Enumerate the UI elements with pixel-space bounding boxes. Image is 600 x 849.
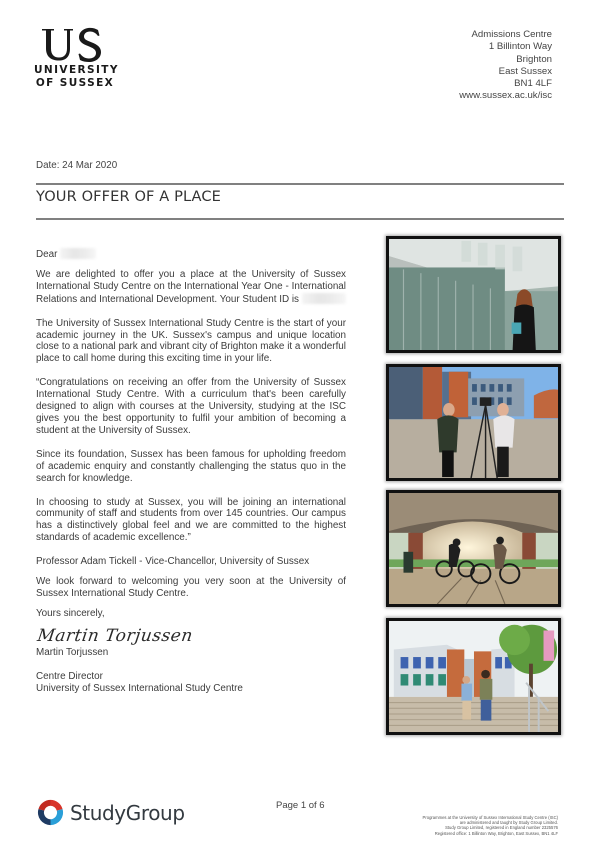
letter-body	[36, 248, 346, 694]
address-line: BN1 4LF	[514, 78, 552, 90]
divider-bottom	[36, 218, 564, 220]
paragraph-quote-3: In choosing to study at Sussex, you will be joining an international community of staff and students from over 145 countries. Our campus has a distinctively global feel and we are committed to the highest standards of academic excellence.”	[36, 496, 346, 544]
sender-address	[459, 29, 552, 103]
photo-students-steps-icon	[389, 621, 558, 732]
closing: Yours sincerely,	[36, 607, 105, 619]
signer-role: Centre Director	[36, 670, 103, 682]
photo-cyclists-archway	[386, 490, 561, 607]
photo-students-camera-tripod-icon	[389, 367, 558, 478]
university-of-sussex-logo	[34, 26, 119, 90]
photo-student-glass-building	[386, 236, 561, 353]
signer-organisation: University of Sussex International Study Centre	[36, 682, 243, 694]
paragraph-offer-text: We are delighted to offer you a place at the University of Sussex International Study Centre on the International Year One - International Relations and International Development. Your Student ID is	[36, 268, 346, 305]
university-name-line1: UNIVERSITY	[34, 64, 119, 76]
paragraph-intro: The University of Sussex International Study Centre is the start of your academic journey in the UK. Sussex's campus and unique location close to a national park and vibrant city of Brighton make it a wonderful place to call home during this exciting time in your life.	[36, 317, 346, 365]
paragraph-quote-1: “Congratulations on receiving an offer from the University of Sussex International Study Centre. With a curriculum that's been carefully designed to align with courses at the University, studying at the ISC gives you the best opportunity to fulfil your ambition of becoming a student at the University of Sussex.	[36, 377, 346, 436]
us-monogram-icon	[38, 26, 106, 64]
studygroup-logo	[36, 798, 185, 827]
paragraph-quote-2: Since its foundation, Sussex has been famous for upholding freedom of academic enquiry and constantly challenging the status quo in the search for knowledge.	[36, 448, 346, 484]
address-line: Brighton	[516, 53, 552, 65]
studygroup-wordmark: StudyGroup	[70, 800, 185, 825]
signer-details	[36, 671, 346, 695]
paragraph-offer	[36, 269, 346, 306]
photo-students-steps	[386, 618, 561, 735]
photo-cyclists-archway-icon	[389, 493, 558, 604]
photo-students-camera-tripod	[386, 364, 561, 481]
website-link[interactable]: www.sussex.ac.uk/isc	[459, 90, 552, 102]
redacted-student-id	[302, 293, 346, 304]
salutation-text: Dear	[36, 249, 58, 260]
quote-attribution: Professor Adam Tickell - Vice-Chancellor, University of Sussex	[36, 556, 310, 568]
page-number: Page 1 of 6	[276, 800, 325, 811]
photo-student-glass-building-icon	[389, 239, 558, 350]
page-title: YOUR OFFER OF A PLACE	[36, 188, 221, 205]
university-name-line2: OF SUSSEX	[35, 77, 115, 89]
redacted-name	[60, 248, 96, 259]
address-line: East Sussex	[498, 65, 552, 77]
studygroup-emblem-icon	[36, 798, 65, 827]
legal-notice	[368, 815, 558, 836]
letter-date: Date: 24 Mar 2020	[36, 160, 118, 171]
handwritten-signature: Martin Torjussen	[36, 625, 195, 646]
divider-top	[36, 183, 564, 185]
address-line: 1 Billinton Way	[488, 41, 552, 53]
legal-line: Programmes at the University of Sussex International Study Centre (ISC)	[422, 815, 558, 820]
university-name	[34, 64, 119, 90]
legal-line: Study Group Limited, registered in England number 2325576	[445, 825, 558, 831]
paragraph-welcome: We look forward to welcoming you very soon at the University of Sussex International Study Centre.	[36, 576, 346, 599]
signer-name: Martin Torjussen	[36, 646, 109, 658]
address-line: Admissions Centre	[471, 29, 552, 40]
legal-line: are administered and taught by Study Group Limited.	[459, 820, 558, 826]
salutation	[36, 248, 346, 261]
legal-line: Registered office: 1 Billinton Way, Brighton, East Sussex, BN1 4LF	[434, 830, 558, 836]
